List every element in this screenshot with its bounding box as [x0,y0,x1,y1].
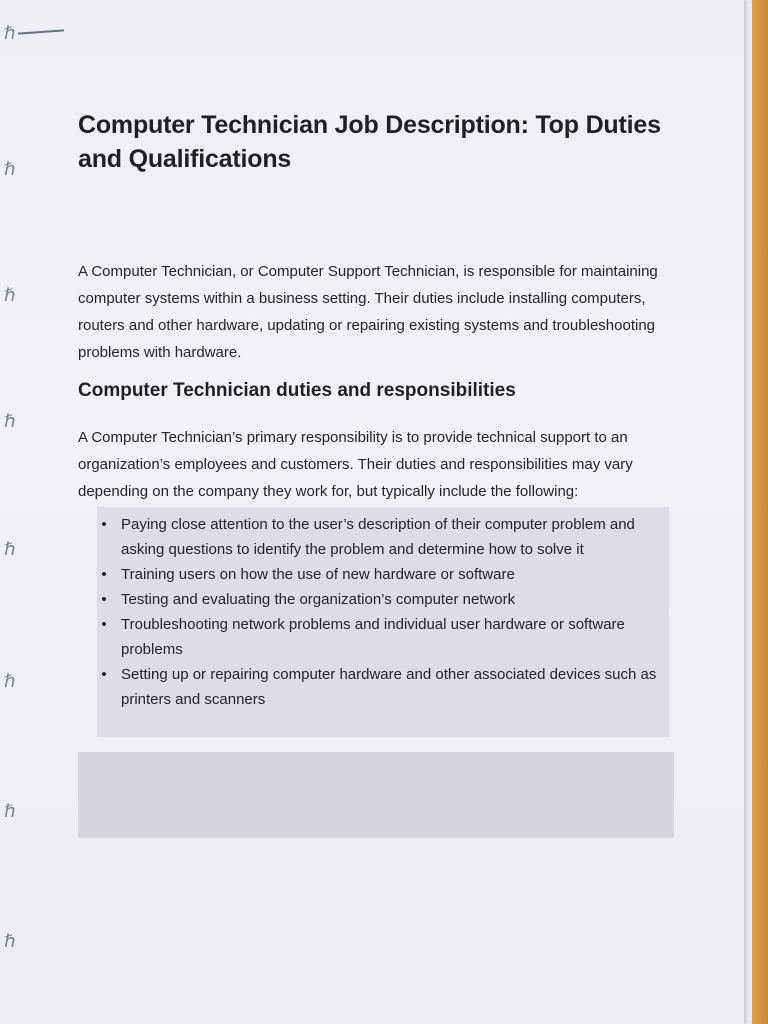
bullet-icon: • [101,616,107,633]
section-paragraph: A Computer Technician’s primary responsibility is to provide technical support to an organization’s employees and customers. Their duties and responsibilities may vary depending on the company they work for, but typically include the following: [78,429,633,500]
binding-hole-icon: ℏ [4,801,16,822]
list-item: • Setting up or repairing computer hardware and other associated devices such as printers and scanners [97,662,669,712]
binding-hole-icon: ℏ [4,23,16,44]
shaded-placeholder-block [78,752,674,838]
bullet-icon: • [101,566,107,583]
list-item: • Testing and evaluating the organization’s computer network [97,587,669,612]
binding-hole-icon: ℏ [4,285,16,306]
binding-holes [0,0,30,1024]
binding-hole-icon: ℏ [4,671,16,692]
duties-list [97,512,669,712]
document-content [78,108,678,505]
list-item: • Training users on how the use of new hardware or software [97,562,669,587]
binding-hole-icon: ℏ [4,159,16,180]
bullet-icon: • [101,666,107,683]
binding-hole-icon: ℏ [4,931,16,952]
section-heading: Computer Technician duties and responsibilities [78,380,516,401]
page-title: Computer Technician Job Description: Top Duties and Qualifications [78,111,661,173]
list-item: • Troubleshooting network problems and individual user hardware or software problems [97,612,669,662]
bullet-icon: • [101,591,107,608]
intro-paragraph: A Computer Technician, or Computer Support Technician, is responsible for maintaining computer systems within a business setting. Their duties include installing computers, routers and other hardware, updating or repairing existing systems and troubleshooting problems with hardware. [78,263,658,361]
bullet-icon: • [101,516,107,533]
binding-hole-icon: ℏ [4,539,16,560]
binding-hole-icon: ℏ [4,411,16,432]
list-item: • Paying close attention to the user’s description of their computer problem and asking questions to identify the problem and determine how to solve it [97,512,669,562]
